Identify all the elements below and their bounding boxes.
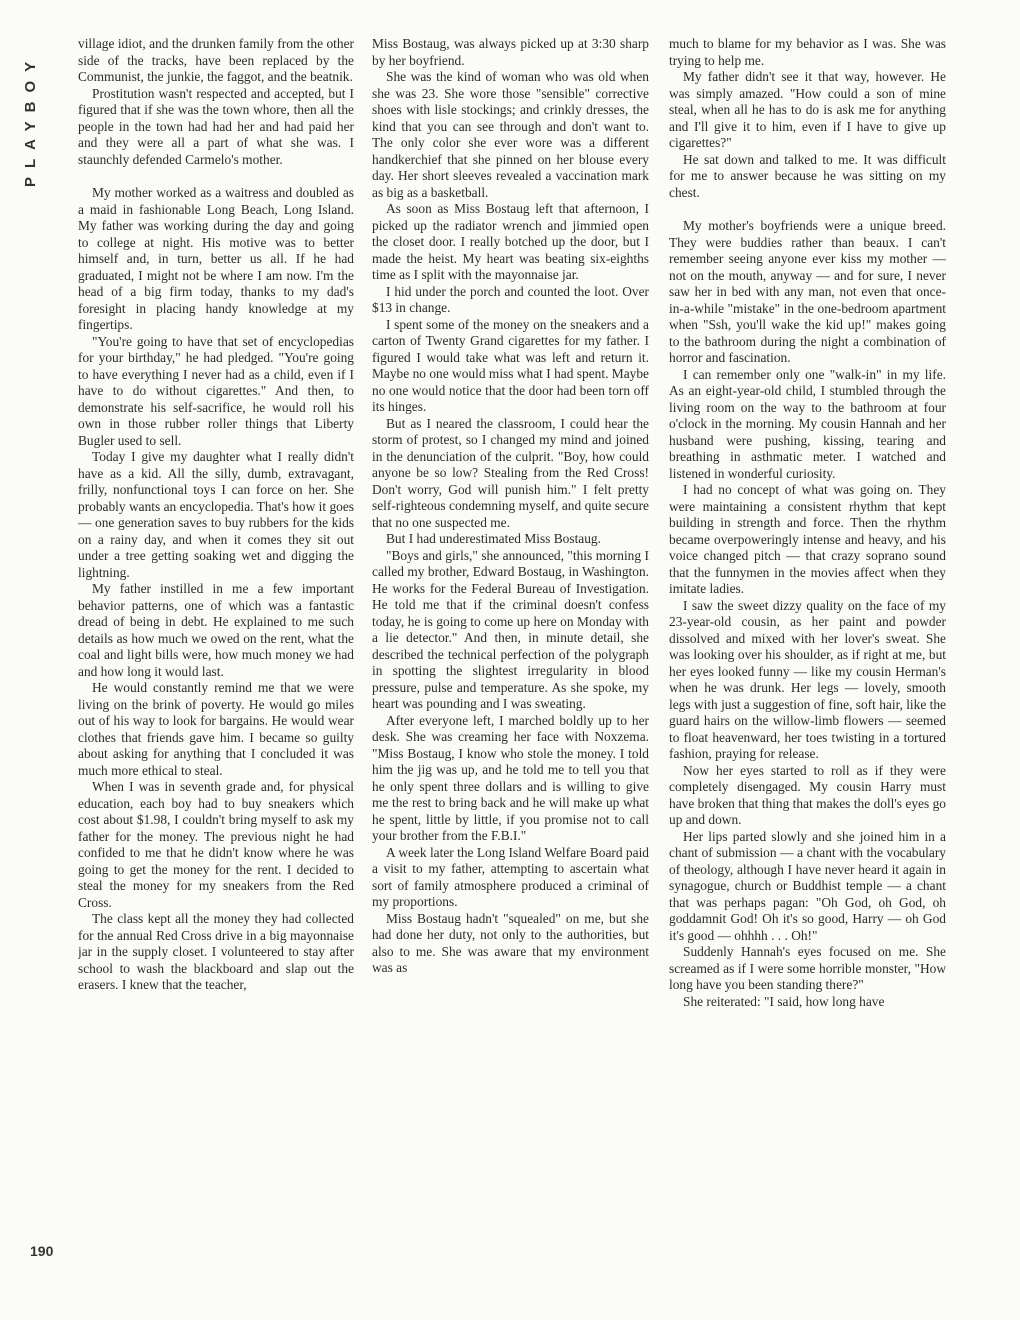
paragraph: Prostitution wasn't respected and accepted, but I figured that if she was the town whore, then all the people in the town had had her and had paid her and they were all a part of what she was. I staunchly defended Carmelo's mother. <box>78 85 354 167</box>
paragraph: Miss Bostaug, was always picked up at 3:30 sharp by her boyfriend. <box>372 36 649 68</box>
text-column-1 <box>78 36 354 1276</box>
paragraph: The class kept all the money they had collected for the annual Red Cross drive in a big mayonnaise jar in the supply closet. I volunteered to stay after school to wash the blackboard and slap out the erasers. I knew that the teacher, <box>78 911 354 992</box>
paragraph: Miss Bostaug hadn't "squealed" on me, but she had done her duty, not only to the authorities, but also to me. She was aware that my environment was as <box>372 910 649 975</box>
paragraph: I had no concept of what was going on. They were maintaining a consistent rhythm that kept building in strength and force. Then the rhythm became overpoweringly intense and heavy, and his voice changed pitch — that crazy soprano sound that the funnymen in the movies affect when they imitate ladies. <box>669 482 946 596</box>
paragraph: Now her eyes started to roll as if they were completely disengaged. My cousin Harry must have broken that thing that makes the doll's eyes go up and down. <box>669 762 946 827</box>
paragraph: But as I neared the classroom, I could hear the storm of protest, so I changed my mind and joined in the denunciation of the culprit. "Boy, how could anyone be so low? Stealing from the Red Cross! Don't worry, God will punish him." I felt pretty self-righteous condemning myself, and quite secure that no one suspected me. <box>372 415 649 530</box>
paragraph: "Boys and girls," she announced, "this morning I called my brother, Edward Bostaug, in Washington. He works for the Federal Bureau of Investigation. He told me that if the criminal doesn't confess today, he is going to come up here on Monday with a lie detector." And then, in minute detail, she described the technical perfection of the polygraph in spotting the slightest irregularity in blood pressure, pulse and temperature. As she spoke, my heart was pounding and I was sweating. <box>372 547 649 711</box>
paragraph: But I had underestimated Miss Bostaug. <box>386 531 601 546</box>
paragraph: village idiot, and the drunken family from the other side of the tracks, have been replaced by the Communist, the junkie, the faggot, and the beatnik. <box>78 36 354 84</box>
paragraph: When I was in seventh grade and, for physical education, each boy had to buy sneakers which cost about $1.98, I couldn't bring myself to ask my father for the money. The previous night he had confided to me that he didn't know where he was going to get the money for the rent. I decided to steal the money for my sneakers from the Red Cross. <box>78 779 354 910</box>
paragraph: He sat down and talked to me. It was difficult for me to answer because he was sitting on my chest. <box>669 151 946 200</box>
paragraph: As soon as Miss Bostaug left that afternoon, I picked up the radiator wrench and jimmied open the closet door. I really botched up the door, but I made the heist. My heart was beating six-eighths time as I split with the mayonnaise jar. <box>372 201 649 282</box>
paragraph: much to blame for my behavior as I was. She was trying to help me. <box>669 36 946 68</box>
paragraph: She was the kind of woman who was old when she was 23. She wore those "sensible" corrective shoes with lisle stockings; and crinkly dresses, the kind that you can see through and don't want to. The only color she ever wore was a different handkerchief that she pinned on her blouse every day. Her short sleeves revealed a vaccination mark as big as a basketball. <box>372 69 649 200</box>
paragraph: My father didn't see it that way, however. He was simply amazed. "How could a son of mine steal, when all he has to do is ask me for anything and I'll give it to him, even if I have to give up cigarettes?" <box>669 69 946 150</box>
paragraph: My mother worked as a waitress and doubled as a maid in fashionable Long Beach, Long Island. My father was working during the day and going to college at night. His motive was to better himself and, in turn, better us all. If he had graduated, I might not be where I am now. I'm the head of a big firm today, thanks to my dad's foresight in placing handy knowledge at my fingertips. <box>78 185 354 332</box>
page-number: 190 <box>30 1243 54 1259</box>
paragraph: He would constantly remind me that we were living on the brink of poverty. He would go miles out of his way to look for bargains. He would wear clothes that friends gave him. I became so guilty about asking for anything that I concluded it was much more ethical to steal. <box>78 680 354 778</box>
paragraph: I spent some of the money on the sneakers and a carton of Twenty Grand cigarettes for my father. I figured I would take what was left and return it. Maybe no one would miss what I had spent. Maybe no one would notice that the door had been torn off its hinges. <box>372 316 649 414</box>
paragraph: She reiterated: "I said, how long have <box>683 993 885 1009</box>
paragraph: Her lips parted slowly and she joined him in a chant of submission — a chant with the vocabulary of theology, although I have never heard it again in synagogue, church or Buddhist temple — a chant that was perhaps pagan: "Oh God, oh God, oh goddamnit God! Oh it's so good, Harry — oh God it's good — ohhhh . . . Oh!" <box>669 828 946 943</box>
paragraph: Today I give my daughter what I really didn't have as a kid. All the silly, dumb, extravagant, frilly, nonfunctional toys I can force on her. She probably wants an encyclopedia. That's how it goes — one generation saves to buy rubbers for the kids on a rainy day, and when it comes they sit out under a tree getting soaking wet and digging the lightning. <box>78 449 354 580</box>
text-column-3 <box>669 36 946 1276</box>
text-column-2 <box>372 36 649 1276</box>
paragraph: A week later the Long Island Welfare Board paid a visit to my father, attempting to ascertain what sort of family atmosphere produced a criminal of my proportions. <box>372 844 649 909</box>
paragraph: "You're going to have that set of encyclopedias for your birthday," he had pledged. "You're going to have everything I never had as a child, even if I have to do without cigarettes." And then, to demonstrate his self-sacrifice, he would roll his own in those rubber roller things that Liberty Bugler used to sell. <box>78 333 354 448</box>
paragraph: My mother's boyfriends were a unique breed. They were buddies rather than beaux. I can't remember seeing anyone ever kiss my mother — not on the mouth, anyway — and for sure, I never saw her in bed with any man, not even that once-in-a-while "mistake" in the one-bedroom apartment when "Ssh, you'll wake the kid up!" makes going to the bathroom during the night a combination of horror and fascination. <box>669 218 946 365</box>
magazine-masthead: PLAYBOY <box>22 52 39 188</box>
paragraph: After everyone left, I marched boldly up to her desk. She was creaming her face with Noxzema. "Miss Bostaug, I know who stole the money. I told him the jig was up, and he told me to tell you that he only spent three dollars and is willing to give me the rest to bring back and he will make up what he spent, little by little, if you promise not to call your brother from the F.B.I." <box>372 712 649 843</box>
paragraph: I hid under the porch and counted the loot. Over $13 in change. <box>372 283 649 315</box>
paragraph: My father instilled in me a few important behavior patterns, one of which was a fantastic dread of being in debt. He explained to me such details as how much we owed on the rent, what the coal and light bills were, how much money we had and how long it would last. <box>78 581 354 679</box>
paragraph: I can remember only one "walk-in" in my life. As an eight-year-old child, I stumbled through the living room on the way to the bathroom at four o'clock in the morning. My cousin Hannah and her husband were pushing, kissing, tearing and breathing in asthmatic meter. I watched and listened in wonderful curiosity. <box>669 366 946 481</box>
paragraph: I saw the sweet dizzy quality on the face of my 23-year-old cousin, as her paint and powder dissolved and mixed with her lover's sweat. She was looking over his shoulder, as if right at me, but her eyes looked funny — like my cousin Herman's when he was drunk. Her legs — lovely, smooth legs with just a suggestion of fine, soft hair, like the guard hairs on the willow-limb flowers — seemed to float heavenward, her toes twisting in a tortured fashion, praying for release. <box>669 597 946 761</box>
paragraph: Suddenly Hannah's eyes focused on me. She screamed as if I were some horrible monster, "How long have you been standing there?" <box>669 944 946 992</box>
